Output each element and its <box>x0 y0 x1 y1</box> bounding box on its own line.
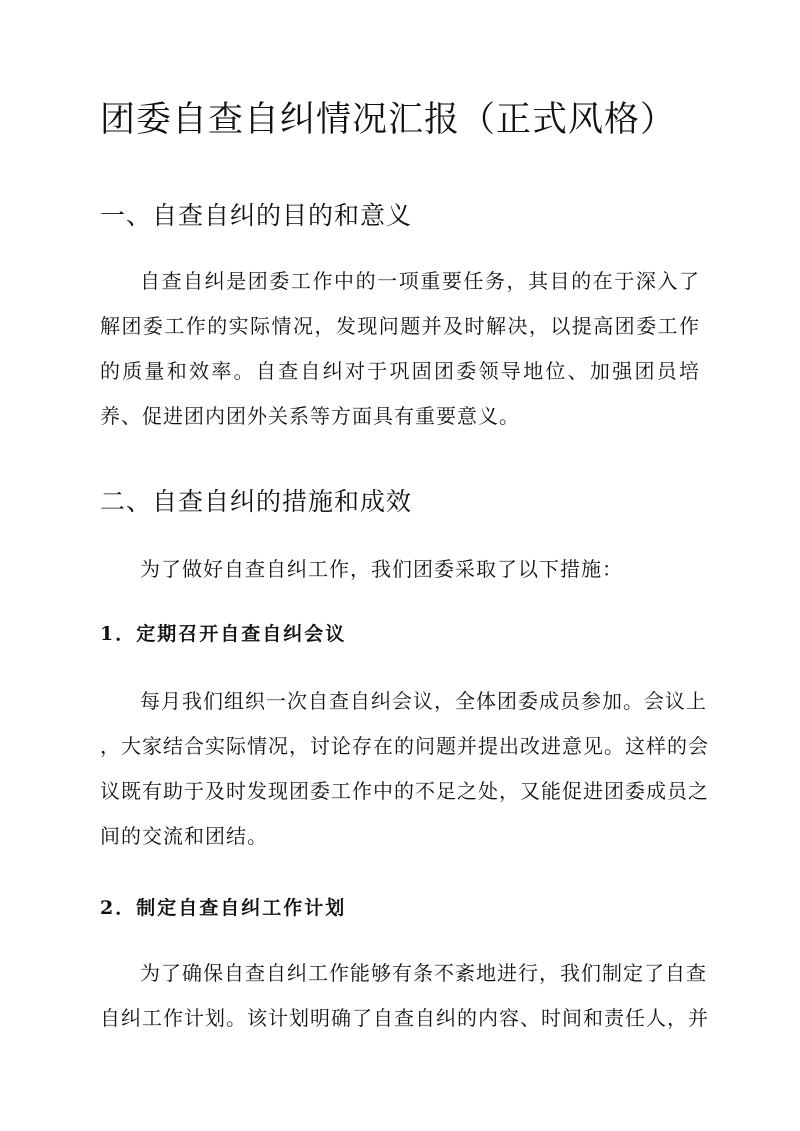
item-1-line-1: 每月我们组织一次自查自纠会议，全体团委成员参加。会议上 <box>140 689 707 713</box>
item-1-line-2: ，大家结合实际情况，讨论存在的问题并提出改进意见。这样的会 <box>100 734 709 758</box>
item-1-line-4: 间的交流和团结。 <box>100 824 268 848</box>
section-1-paragraph: 自查自纠是团委工作中的一项重要任务，其目的在于深入了解团委工作的实际情况，发现问题并及时解决，以提高团委工作的质量和效率。自查自纠对于巩固团委领导地位、加强团员培养、促进团内团外关系等方面具有重要意义。 <box>100 269 700 428</box>
section-heading-2: 二、自查自纠的措施和成效 <box>100 487 413 516</box>
item-1-heading: 1．定期召开自查自纠会议 <box>100 623 347 645</box>
item-2-line-2: 自纠工作计划。该计划明确了自查自纠的内容、时间和责任人，并 <box>100 1006 709 1030</box>
item-2-heading: 2．制定自查自纠工作计划 <box>100 897 347 919</box>
item-2-line-1: 为了确保自查自纠工作能够有条不紊地进行，我们制定了自查 <box>140 961 707 985</box>
item-1-line-3: 议既有助于及时发现团委工作中的不足之处，又能促进团委成员之 <box>100 779 709 803</box>
section-heading-1: 一、自查自纠的目的和意义 <box>100 201 413 230</box>
section-2-intro: 为了做好自查自纠工作，我们团委采取了以下措施： <box>140 557 623 581</box>
document-title: 团委自查自纠情况汇报（正式风格） <box>100 100 677 140</box>
